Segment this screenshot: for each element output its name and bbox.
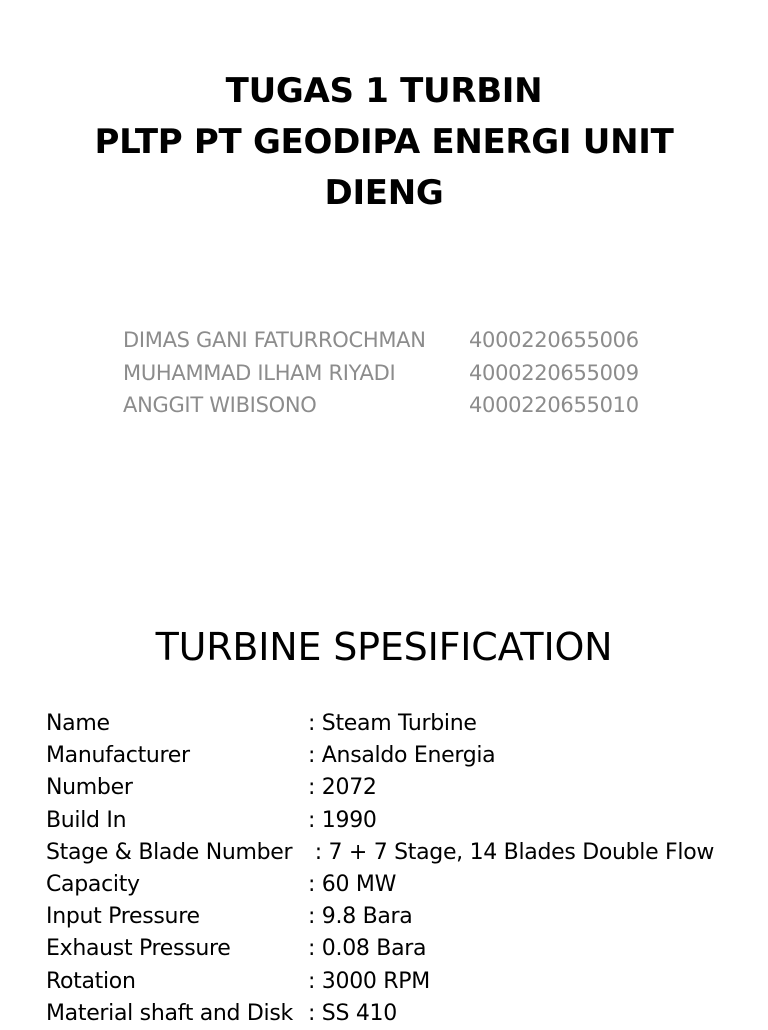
spec-value: : SS 410	[308, 1000, 397, 1026]
spec-value: : Ansaldo Energia	[308, 743, 496, 769]
spec-value: : 7 + 7 Stage, 14 Blades Double Flow	[308, 839, 715, 865]
spec-title: TURBINE SPESIFICATION	[155, 625, 613, 669]
author-name: ANGGIT WIBISONO	[123, 393, 317, 417]
spec-row-manufacturer	[46, 740, 746, 772]
spec-row-number	[46, 772, 746, 804]
spec-row-name	[46, 708, 746, 740]
author-list	[123, 324, 683, 422]
spec-row-material	[46, 998, 746, 1030]
title-line-2: PLTP PT GEODIPA ENERGI UNIT	[94, 122, 674, 162]
author-id: 4000220655010	[469, 393, 639, 417]
slide-title	[40, 66, 728, 219]
author-row	[123, 324, 683, 357]
spec-label: Exhaust Pressure	[46, 936, 231, 962]
spec-value: : 60 MW	[308, 871, 397, 897]
spec-value: : 9.8 Bara	[308, 904, 413, 930]
spec-label: Input Pressure	[46, 904, 200, 930]
spec-value: : 0.08 Bara	[308, 936, 427, 962]
author-row	[123, 357, 683, 390]
spec-value: : Steam Turbine	[308, 711, 477, 736]
spec-row-build-in	[46, 805, 746, 837]
author-id: 4000220655006	[469, 328, 639, 352]
spec-label: Number	[46, 775, 133, 801]
spec-label: Rotation	[46, 968, 136, 994]
author-row	[123, 389, 683, 422]
title-line-3: DIENG	[324, 173, 444, 213]
spec-row-input-pressure	[46, 901, 746, 933]
spec-label: Material shaft and Disk	[46, 1000, 293, 1026]
spec-value: : 1990	[308, 807, 377, 833]
spec-row-capacity	[46, 869, 746, 901]
author-name: DIMAS GANI FATURROCHMAN	[123, 328, 426, 352]
spec-label: Capacity	[46, 871, 140, 897]
spec-label: Stage & Blade Number	[46, 839, 293, 865]
spec-value: : 2072	[308, 775, 377, 801]
spec-list	[46, 708, 746, 1030]
title-line-1: TUGAS 1 TURBIN	[225, 71, 543, 111]
spec-label: Manufacturer	[46, 743, 190, 769]
spec-value: : 3000 RPM	[308, 968, 430, 994]
spec-row-stage-blade-number	[46, 837, 746, 869]
specification-slide	[0, 580, 768, 1024]
author-id: 4000220655009	[469, 360, 639, 385]
spec-row-rotation	[46, 966, 746, 998]
spec-row-exhaust-pressure	[46, 933, 746, 965]
author-name: MUHAMMAD ILHAM RIYADI	[123, 360, 396, 385]
spec-label: Name	[46, 711, 110, 736]
spec-label: Build In	[46, 807, 127, 833]
